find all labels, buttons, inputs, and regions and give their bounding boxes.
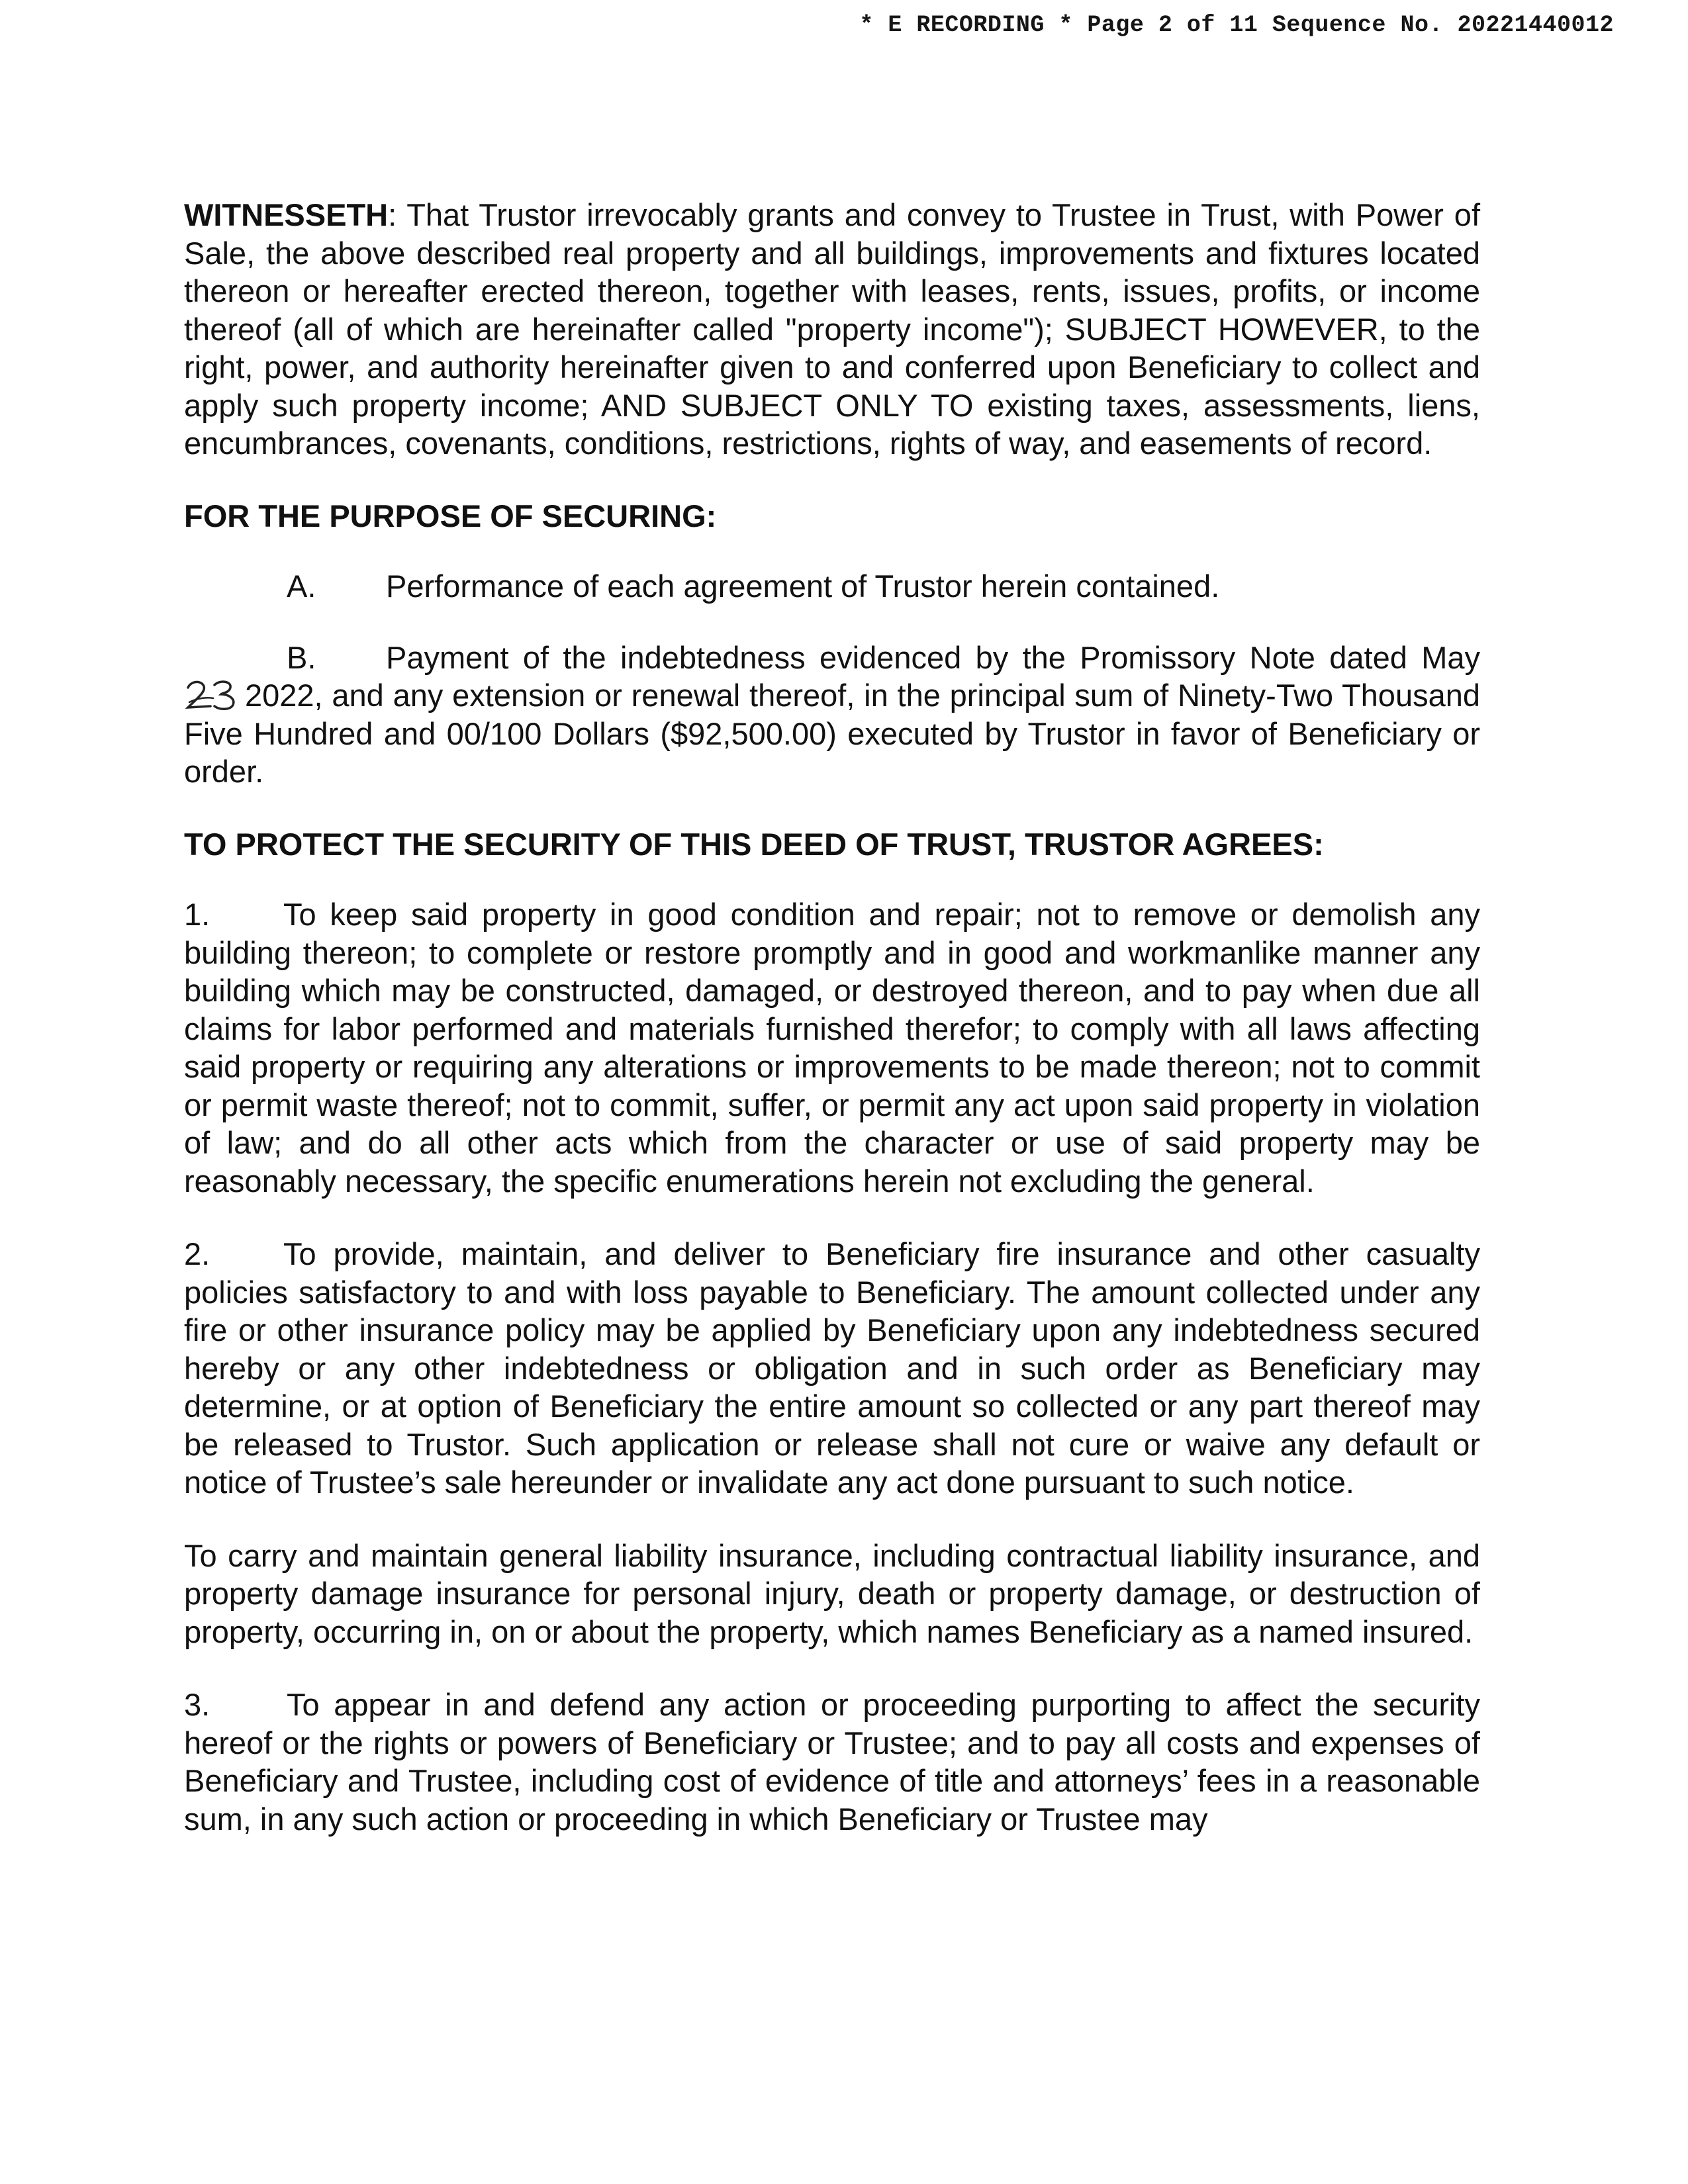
protect-item-1 bbox=[184, 895, 1480, 1200]
purpose-item-b-text-1: Payment of the indebtedness evidenced by the Promissory Note dated May bbox=[386, 639, 1480, 675]
recording-header: * E RECORDING * Page 2 of 11 Sequence No. 20221440012 bbox=[859, 12, 1614, 38]
purpose-item-b-text-2: 2022, and any extension or renewal thereof, in the principal sum of Ninety-Two Thousand Five Hundred and 00/100 Dollars ($92,500.00) executed by Trustor in favor of Beneficiary or order. bbox=[184, 678, 1480, 789]
protect-heading: TO PROTECT THE SECURITY OF THIS DEED OF TRUST, TRUSTOR AGREES: bbox=[184, 826, 1324, 862]
purpose-item-b-label: B. bbox=[287, 639, 316, 675]
handwritten-day-23 bbox=[184, 678, 245, 713]
purpose-item-a-text: Performance of each agreement of Trustor herein contained. bbox=[386, 569, 1220, 604]
witnesseth-lead: WITNESSETH bbox=[184, 197, 389, 232]
document-body bbox=[184, 196, 1480, 1838]
protect-item-2-continuation: To carry and maintain general liability insurance, including contractual liability insurance, and property damage insurance for personal injury, death or property damage, or destruction of property, occurring in, on or about the property, which names Beneficiary as a named insured. bbox=[184, 1537, 1480, 1649]
protect-item-2 bbox=[184, 1235, 1480, 1502]
purpose-heading: FOR THE PURPOSE OF SECURING: bbox=[184, 498, 717, 533]
purpose-item-a-label: A. bbox=[287, 569, 316, 604]
protect-item-3-num: 3. bbox=[184, 1687, 211, 1722]
witnesseth-paragraph bbox=[184, 196, 1480, 463]
purpose-item-a bbox=[184, 567, 1480, 606]
protect-item-1-text: To keep said property in good condition and repair; not to remove or demolish any building thereon; to complete or restore promptly and in good and workmanlike manner any building which may be constructed, damaged, or destroyed thereon, and to pay when due all claims for labor performed and materials furnished therefor; to comply with all laws affecting said property or requiring any alterations or improvements to be made thereon; not to commit or permit waste thereof; not to commit, suffer, or permit any act upon said property in violation of law; and do all other acts which from the character or use of said property may be reasonably necessary, the specific enumerations herein not excluding the general. bbox=[184, 897, 1480, 1199]
protect-item-3-text: To appear in and defend any action or proceeding purporting to affect the security hereof or the rights or powers of Beneficiary or Trustee; and to pay all costs and expenses of Beneficiary and Trustee, including cost of evidence of title and attorneys’ fees in a reasonable sum, in any such action or proceeding in which Beneficiary or Trustee may bbox=[184, 1687, 1480, 1837]
protect-item-3 bbox=[184, 1686, 1480, 1838]
purpose-item-b bbox=[184, 639, 1480, 791]
protect-item-1-num: 1. bbox=[184, 897, 211, 932]
protect-item-2-num: 2. bbox=[184, 1236, 211, 1271]
witnesseth-text: : That Trustor irrevocably grants and convey to Trustee in Trust, with Power of Sale, the above described real property and all buildings, improvements and fixtures located thereon or hereafter erected thereon, together with leases, rents, issues, profits, or income thereof (all of which are hereinafter called "property income"); SUBJECT HOWEVER, to the right, power, and authority hereinafter given to and conferred upon Beneficiary to collect and apply such property income; AND SUBJECT ONLY TO existing taxes, assessments, liens, encumbrances, covenants, conditions, restrictions, rights of way, and easements of record. bbox=[184, 197, 1480, 461]
protect-item-2-text: To provide, maintain, and deliver to Beneficiary fire insurance and other casualty policies satisfactory to and with loss payable to Beneficiary. The amount collected under any fire or other insurance policy may be applied by Beneficiary upon any indebtedness secured hereby or any other indebtedness or obligation and in such order as Beneficiary may determine, or at option of Beneficiary the entire amount so collected or any part thereof may be released to Trustor. Such application or release shall not cure or waive any default or notice of Trustee’s sale hereunder or invalidate any act done pursuant to such notice. bbox=[184, 1236, 1480, 1500]
